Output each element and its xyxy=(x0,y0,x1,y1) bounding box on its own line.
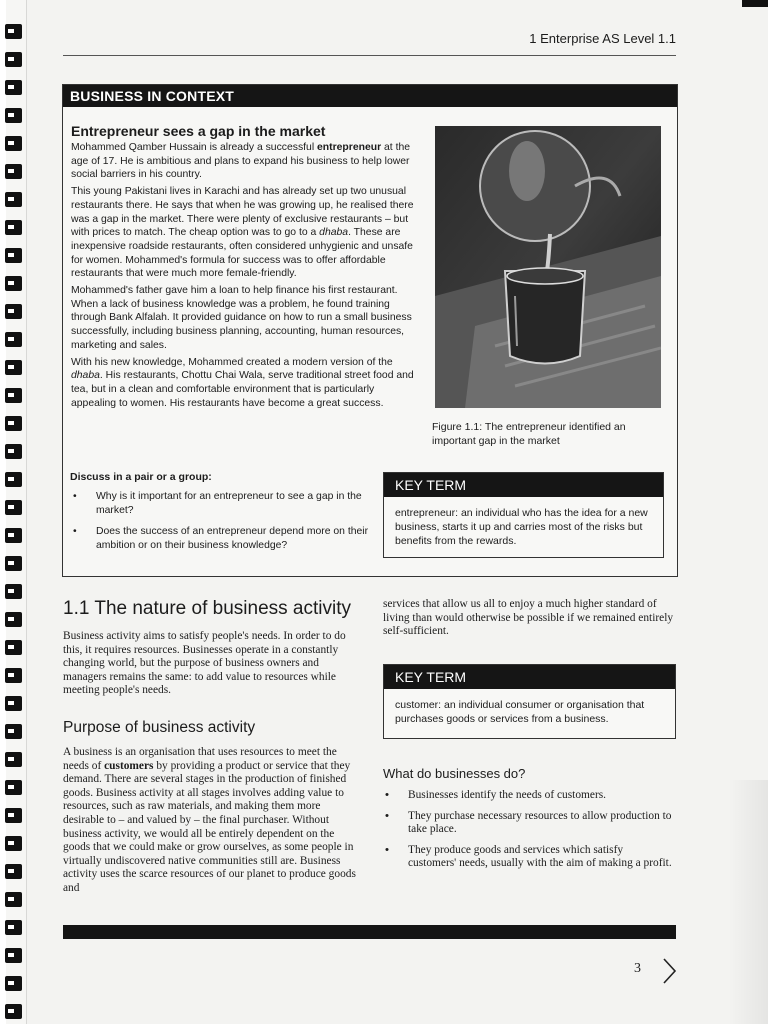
binding-ring xyxy=(5,640,22,655)
binding-ring xyxy=(5,360,22,375)
what-businesses-do-heading: What do businesses do? xyxy=(383,766,526,781)
case-paragraph-4: With his new knowledge, Mohammed created a modern version of the dhaba. His restaurants, Chottu Chai Wala, serve traditional street food and tea, but in a clean and comfortable environment that is particularly appealing to women. His restaurants have become a great success. xyxy=(71,356,414,409)
chevron-right-icon[interactable] xyxy=(660,957,678,985)
binding-ring xyxy=(5,976,22,991)
list-item: • They purchase necessary resources to allow production to take place. xyxy=(383,810,673,837)
case-headline: Entrepreneur sees a gap in the market xyxy=(71,123,326,139)
binding-ring xyxy=(5,164,22,179)
section-intro: Business activity aims to satisfy people's needs. In order to do this, it requires resources. Businesses operate in a constantly changing world, but the purpose of business owners and managers remains the same: to add value to resources while meeting people's needs. xyxy=(63,630,346,697)
section-body: A business is an organisation that uses resources to meet the needs of customers by providing a product or service that they demand. There are several stages in the production of finished goods. Business activity at all stages involves adding value to resources, such as raw materials, and making them more desirable to – and valued by – the final purchaser. Without business activity, we would all be entirely dependent on the goods that we could make or grow ourselves, as some people in virtually undiscovered native communities still are. Business activity uses the scarce resources of our planet to produce goods and xyxy=(63,746,356,894)
binding-ring xyxy=(5,80,22,95)
business-in-context-title: BUSINESS IN CONTEXT xyxy=(70,88,235,104)
page-edge-shadow xyxy=(728,780,768,1024)
binding-ring xyxy=(5,472,22,487)
case-paragraph-3: Mohammed's father gave him a loan to help finance his first restaurant. When a lack of business knowledge was a problem, he found training through Bank Alfalah. It provided guidance on how to run a small business successfully, including business planning, accounting, human resources, marketing and sales. xyxy=(71,285,412,351)
list-item: • Why is it important for an entrepreneur to see a gap in the market? xyxy=(70,490,370,518)
binding-ring xyxy=(5,276,22,291)
binding-ring xyxy=(5,584,22,599)
binding-ring xyxy=(5,444,22,459)
binding-ring xyxy=(5,612,22,627)
binding-ring xyxy=(5,752,22,767)
case-paragraph-2: This young Pakistani lives in Karachi and has already set up two unusual restaurants there. He says that when he was growing up, he realised there was a gap in the market. There were plenty of exclusive restaurants – but with prices to match. The cheap option was to go to a dhaba. These are inexpensive roadside restaurants, often considered unhygienic and unsafe for women. Mohammed's formula for success was to offer affordable restaurants that were much more female-friendly. xyxy=(71,186,414,280)
key-term-box-customer xyxy=(383,664,676,739)
list-item: • Businesses identify the needs of customers. xyxy=(383,789,673,803)
binding-ring xyxy=(5,836,22,851)
section-title: 1.1 The nature of business activity xyxy=(63,598,351,619)
binding-ring xyxy=(5,724,22,739)
list-item: • They produce goods and services which satisfy customers' needs, usually with the aim of making a profit. xyxy=(383,844,673,871)
binding-ring xyxy=(5,136,22,151)
binding-ring xyxy=(5,192,22,207)
binding-ring xyxy=(5,108,22,123)
key-term-definition: customer: an individual consumer or organisation that purchases goods or services from a business. xyxy=(395,699,645,725)
key-term-title: KEY TERM xyxy=(395,477,467,493)
figure-photo-tea-pouring xyxy=(435,126,661,408)
list-item: • Does the success of an entrepreneur depend more on their ambition or on their business knowledge? xyxy=(70,525,370,553)
case-study-text xyxy=(71,141,421,413)
page-number: 3 xyxy=(634,961,641,976)
binding-ring xyxy=(5,528,22,543)
key-term-title: KEY TERM xyxy=(395,669,467,685)
key-term-definition: entrepreneur: an individual who has the idea for a new business, starts it up and carries most of the risks but benefits from the rewards. xyxy=(395,507,648,547)
case-paragraph-1: Mohammed Qamber Hussain is already a successful entrepreneur at the age of 17. He is ambitious and plans to expand his business to help lower social barriers in his country. xyxy=(71,142,411,181)
binding-ring xyxy=(5,332,22,347)
footer-bar xyxy=(63,925,676,939)
binding-ring xyxy=(5,24,22,39)
binding-ring xyxy=(5,920,22,935)
binding-ring xyxy=(5,808,22,823)
key-term-header xyxy=(384,665,675,689)
binding-ring xyxy=(5,416,22,431)
binding-ring xyxy=(5,892,22,907)
binding-ring xyxy=(5,220,22,235)
what-businesses-do-list xyxy=(383,789,673,878)
running-header: 1 Enterprise AS Level 1.1 xyxy=(529,31,676,46)
subsection-title: Purpose of business activity xyxy=(63,719,256,736)
binding-ring xyxy=(5,248,22,263)
binding-ring xyxy=(5,696,22,711)
binding-ring xyxy=(5,1004,22,1019)
section-body-continued: services that allow us all to enjoy a much higher standard of living than would otherwise be possible if we remained entirely self-sufficient. xyxy=(383,598,674,638)
figure-caption: Figure 1.1: The entrepreneur identified an important gap in the market xyxy=(432,421,626,447)
discuss-list xyxy=(70,490,370,560)
corner-mark xyxy=(742,0,768,7)
binding-ring xyxy=(5,388,22,403)
key-term-header xyxy=(384,473,663,497)
discuss-heading: Discuss in a pair or a group: xyxy=(70,471,212,483)
binding-ring xyxy=(5,52,22,67)
binding-ring xyxy=(5,864,22,879)
spiral-binding xyxy=(0,0,27,1024)
key-term-box-entrepreneur xyxy=(383,472,664,558)
binding-ring xyxy=(5,556,22,571)
binding-ring xyxy=(5,304,22,319)
header-rule xyxy=(63,55,676,56)
binding-ring xyxy=(5,500,22,515)
binding-ring xyxy=(5,948,22,963)
binding-ring xyxy=(5,668,22,683)
binding-ring xyxy=(5,780,22,795)
business-in-context-header xyxy=(63,85,677,107)
